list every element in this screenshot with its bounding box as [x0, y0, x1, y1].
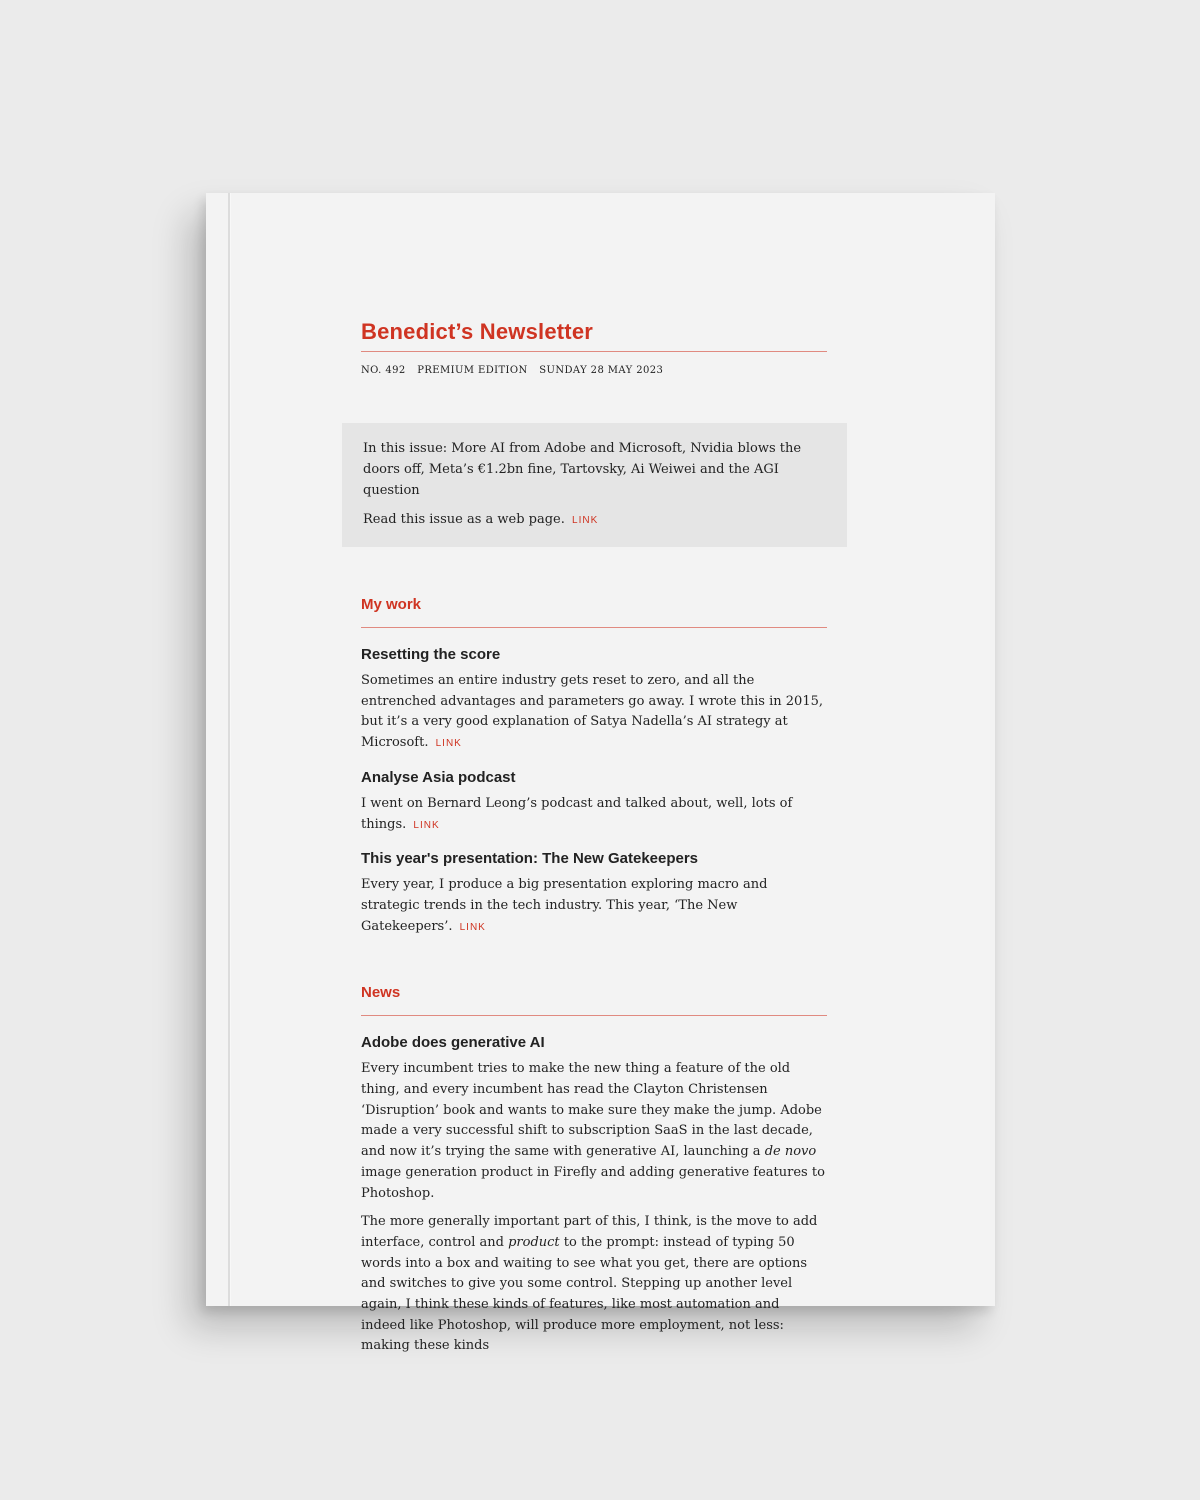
- item-text: Sometimes an entire industry gets reset to zero, and all the entrenched advantages and parameters go away. I wrote this in 2015, but it’s a very good explanation of Satya Nadella’s AI strategy at Microsoft.: [361, 673, 823, 751]
- item-text: I went on Bernard Leong’s podcast and talked about, well, lots of things.: [361, 795, 793, 832]
- item-text: Every year, I produce a big presentation exploring macro and strategic trends in the tech industry. This year, ‘The New Gatekeepers’.: [361, 877, 768, 934]
- item-body-resetting-score: [361, 671, 827, 755]
- summary-intro: In this issue: More AI from Adobe and Microsoft, Nvidia blows the doors off, Meta’s €1.2bn fine, Tartovsky, Ai Weiwei and the AGI question: [363, 441, 802, 498]
- adobe-p2-text-a: The more generally important part of this, I think, is the move to add interface, control and: [361, 1214, 818, 1250]
- item-title-resetting-score: Resetting the score: [361, 646, 501, 663]
- item-link-presentation[interactable]: LINK: [459, 921, 486, 933]
- item-title-analyse-asia: Analyse Asia podcast: [361, 768, 516, 786]
- item-link-resetting-score[interactable]: LINK: [435, 738, 462, 750]
- item-body-analyse-asia: [361, 794, 827, 836]
- item-title-adobe: Adobe does generative AI: [361, 1034, 545, 1052]
- newsletter-content: [361, 319, 827, 1357]
- adobe-p1-text-a: Every incumbent tries to make the new thing a feature of the old thing, and every incumbent has read the Clayton Christensen ‘Disruption’ book and wants to make sure they make the jump. Adobe made a very successful shift to subscription SaaS in the last decade, and now it’s trying the same with generative AI, launching a: [361, 1061, 822, 1160]
- item-title-presentation: This year's presentation: The New Gatekeepers: [361, 850, 699, 868]
- section-heading-news: News: [361, 984, 827, 1016]
- issue-edition: PREMIUM EDITION: [417, 365, 528, 376]
- newsletter-page: [206, 193, 995, 1354]
- newsletter-title: Benedict’s Newsletter: [361, 319, 827, 352]
- adobe-p1-text-b: image generation product in Firefly and adding generative features to Photoshop.: [361, 1164, 825, 1201]
- item-body-presentation: [361, 875, 827, 938]
- issue-date: SUNDAY 28 MAY 2023: [539, 365, 664, 376]
- adobe-p2-emphasis: product: [508, 1234, 560, 1250]
- section-heading-my-work: My work: [361, 596, 827, 628]
- web-version-link[interactable]: LINK: [572, 515, 599, 526]
- web-version-line: [363, 509, 825, 531]
- item-body-adobe-2: [361, 1212, 827, 1357]
- page-spine: [228, 193, 231, 1306]
- adobe-p1-emphasis: de novo: [764, 1144, 817, 1160]
- adobe-p2-text-b: to the prompt: instead of typing 50 words into a box and waiting to see what you get, there are options and switches to give you some control. Stepping up another level again, I think these kinds of features, like most automation and indeed like Photoshop, will produce more employment, not less: making these kinds: [361, 1234, 808, 1354]
- web-version-text: Read this issue as a web page.: [363, 512, 565, 527]
- item-body-adobe-1: [361, 1059, 827, 1204]
- issue-meta: [361, 365, 827, 376]
- issue-number: NO. 492: [361, 365, 406, 376]
- issue-summary-box: [342, 423, 847, 547]
- item-link-analyse-asia[interactable]: LINK: [413, 819, 440, 831]
